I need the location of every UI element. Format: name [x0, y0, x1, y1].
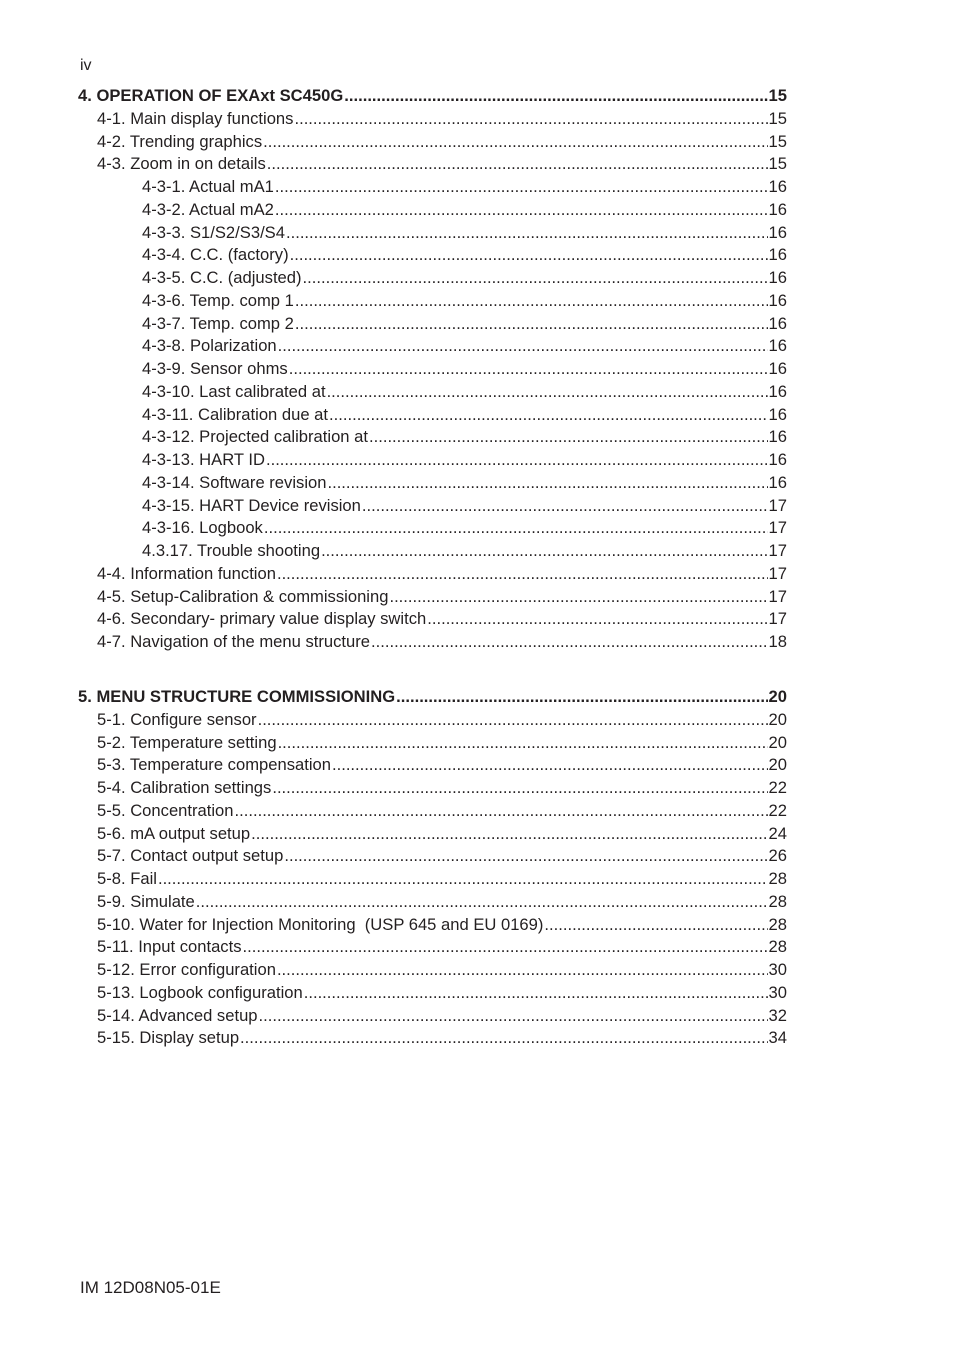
toc-entry-label: 5-9. Simulate [97, 891, 195, 911]
toc-entry[interactable] [78, 732, 787, 755]
dot-leader [235, 800, 768, 823]
toc-entry-label: 5-12. Error configuration [97, 960, 276, 979]
toc-entry-page: 18 [768, 632, 787, 651]
toc-entry-page: 20 [768, 709, 787, 729]
toc-entry-page: 15 [768, 86, 787, 105]
toc-entry[interactable] [78, 358, 787, 381]
toc-entry-label: 4-3-10. Last calibrated at [142, 381, 326, 401]
toc-entry-page: 34 [768, 1028, 787, 1048]
dot-leader [427, 608, 767, 631]
toc-entry[interactable] [78, 982, 787, 1005]
toc-entry-label: 4-3-14. Software revision [142, 472, 327, 492]
toc-entry[interactable] [78, 754, 787, 777]
toc-entry-page: 15 [768, 131, 787, 151]
toc-entry[interactable] [78, 290, 787, 313]
toc-entry-page: 28 [768, 891, 787, 911]
dot-leader [240, 1027, 767, 1050]
toc-entry-label: 5-7. Contact output setup [97, 846, 284, 866]
dot-leader [396, 686, 767, 709]
dot-leader [290, 244, 768, 267]
toc-entry[interactable] [78, 777, 787, 800]
toc-entry-label: 4-3-3. S1/S2/S3/S4 [142, 222, 285, 242]
toc-entry[interactable] [78, 108, 787, 131]
dot-leader [329, 404, 768, 427]
dot-leader [275, 176, 768, 199]
toc-entry-label: 4-3-7. Temp. comp 2 [142, 313, 294, 333]
dot-leader [304, 982, 768, 1005]
toc-entry[interactable] [78, 709, 787, 732]
toc-entry-label: 4-2. Trending graphics [97, 131, 263, 151]
dot-leader [332, 754, 768, 777]
toc-section-operation [78, 85, 787, 654]
toc-entry-label: 4-3-9. Sensor ohms [142, 359, 288, 378]
dot-leader [243, 936, 768, 959]
toc-entry[interactable] [78, 608, 787, 631]
toc-entry-page: 16 [768, 450, 787, 469]
toc-entry-page: 16 [768, 199, 787, 219]
dot-leader [278, 335, 768, 358]
toc-entry-page: 20 [768, 732, 787, 752]
toc-entry[interactable] [78, 586, 787, 609]
toc-entry-page: 16 [768, 313, 787, 333]
dot-leader [289, 358, 768, 381]
toc-entry[interactable] [78, 449, 787, 472]
toc-entry-page: 16 [768, 427, 787, 447]
toc-entry-page: 16 [768, 177, 787, 196]
toc-entry-page: 28 [768, 869, 787, 888]
dot-leader [362, 495, 768, 518]
toc-entry[interactable] [78, 426, 787, 449]
toc-entry[interactable] [78, 313, 787, 336]
toc-entry-page: 16 [768, 359, 787, 378]
toc-entry-page: 20 [768, 687, 787, 706]
toc-entry-page: 17 [768, 609, 787, 629]
toc-entry-label: 4-5. Setup-Calibration & commissioning [97, 586, 389, 606]
dot-leader [259, 1005, 768, 1028]
toc-entry-page: 30 [768, 960, 787, 979]
toc-entry-label: 4-3-12. Projected calibration at [142, 427, 368, 447]
dot-leader [263, 131, 767, 154]
toc-entry-label: 4-7. Navigation of the menu structure [97, 632, 371, 651]
toc-entry-label: 4.3.17. Trouble shooting [142, 541, 321, 560]
dot-leader [251, 823, 767, 846]
toc-entry-page: 17 [768, 563, 787, 583]
toc-heading[interactable] [78, 85, 787, 108]
toc-entry-label: 4-6. Secondary- primary value display switch [97, 609, 427, 629]
toc-entry[interactable] [78, 335, 787, 358]
toc-entry[interactable] [78, 176, 787, 199]
dot-leader [544, 914, 767, 937]
toc-entry-label: 4-3-15. HART Device revision [142, 495, 361, 515]
toc-entry[interactable] [78, 914, 787, 937]
toc-entry-page: 17 [768, 518, 787, 538]
dot-leader [295, 313, 768, 336]
toc-entry[interactable] [78, 381, 787, 404]
toc-entry-page: 16 [768, 268, 787, 287]
dot-leader [294, 108, 767, 131]
toc-entry-label: 4-3-11. Calibration due at [142, 404, 329, 424]
toc-entry-label: 5-6. mA output setup [97, 823, 251, 843]
toc-entry[interactable] [78, 153, 787, 176]
dot-leader [258, 709, 768, 732]
toc-entry-label: 5-15. Display setup [97, 1028, 240, 1048]
toc-entry-page: 16 [768, 336, 787, 356]
dot-leader [275, 199, 768, 222]
toc-entry-label: 4-3-16. Logbook [142, 518, 263, 538]
dot-leader [264, 517, 768, 540]
toc-entry[interactable] [78, 959, 787, 982]
dot-leader [295, 290, 768, 313]
toc-entry[interactable] [78, 563, 787, 586]
toc-entry-page: 16 [768, 472, 787, 492]
dot-leader [371, 631, 768, 654]
dot-leader [389, 586, 767, 609]
toc-entry-page: 32 [768, 1005, 787, 1025]
toc-section-menu-structure [78, 686, 787, 1050]
toc-entry-label: 4-3-2. Actual mA2 [142, 199, 274, 219]
toc-heading[interactable] [78, 686, 787, 709]
toc-entry[interactable] [78, 244, 787, 267]
dot-leader [303, 267, 768, 290]
toc-entry-label: 5-8. Fail [97, 869, 157, 888]
dot-leader [277, 959, 768, 982]
page-number: iv [80, 57, 92, 74]
toc-entry-label: 5-13. Logbook configuration [97, 982, 303, 1002]
toc-entry-page: 17 [768, 541, 787, 560]
toc-entry-page: 16 [768, 381, 787, 401]
toc-entry-page: 16 [768, 245, 787, 265]
toc-entry[interactable] [78, 131, 787, 154]
toc-entry-label: 4-4. Information function [97, 563, 276, 583]
dot-leader [321, 540, 767, 563]
toc-entry-label: 5-14. Advanced setup [97, 1005, 258, 1025]
dot-leader [327, 381, 768, 404]
toc-entry-page: 17 [768, 495, 787, 515]
toc-entry[interactable] [78, 495, 787, 518]
toc-entry-page: 15 [768, 108, 787, 128]
toc-entry-label: 5-1. Configure sensor [97, 709, 257, 729]
toc-entry-label: 4-3-13. HART ID [142, 450, 265, 469]
toc-entry-label: 4-3-6. Temp. comp 1 [142, 290, 294, 310]
dot-leader [327, 472, 767, 495]
toc-entry-label: 5-2. Temperature setting [97, 732, 277, 752]
toc-entry-page: 22 [768, 778, 787, 797]
toc-entry[interactable] [78, 222, 787, 245]
toc-entry[interactable] [78, 517, 787, 540]
dot-leader [344, 85, 767, 108]
toc-entry[interactable] [78, 1027, 787, 1050]
toc-entry-page: 28 [768, 937, 787, 957]
dot-leader [284, 845, 767, 868]
toc-entry[interactable] [78, 267, 787, 290]
dot-leader [286, 222, 768, 245]
document-code: IM 12D08N05-01E [80, 1278, 221, 1297]
toc-entry[interactable] [78, 472, 787, 495]
toc-entry[interactable] [78, 800, 787, 823]
toc-entry-label: 4-3-5. C.C. (adjusted) [142, 268, 302, 287]
toc-entry-label: 5-4. Calibration settings [97, 778, 272, 797]
toc-entry-label: 4-1. Main display functions [97, 108, 294, 128]
toc-entry[interactable] [78, 631, 787, 654]
toc-entry-page: 26 [768, 846, 787, 866]
toc-entry[interactable] [78, 936, 787, 959]
toc-entry-page: 15 [768, 154, 787, 174]
toc-entry[interactable] [78, 891, 787, 914]
toc-entry-label: 4-3-1. Actual mA1 [142, 177, 274, 196]
toc-entry-page: 20 [768, 755, 787, 775]
dot-leader [369, 426, 768, 449]
dot-leader [278, 732, 768, 755]
toc-entry-label: 4-3. Zoom in on details [97, 154, 266, 174]
dot-leader [266, 449, 768, 472]
toc-entry-page: 16 [768, 222, 787, 242]
toc-entry-label: 5-11. Input contacts [97, 937, 242, 957]
dot-leader [196, 891, 768, 914]
toc-entry-page: 16 [768, 290, 787, 310]
toc-entry[interactable] [78, 1005, 787, 1028]
toc-entry[interactable] [78, 199, 787, 222]
toc-entry-label: 5-3. Temperature compensation [97, 755, 331, 775]
dot-leader [272, 777, 767, 800]
dot-leader [158, 868, 768, 891]
toc-entry-page: 17 [768, 586, 787, 606]
toc-entry[interactable] [78, 868, 787, 891]
dot-leader [277, 563, 768, 586]
toc-entry[interactable] [78, 404, 787, 427]
dot-leader [267, 153, 768, 176]
toc-entry-page: 24 [768, 823, 787, 843]
toc-entry-label: 5-10. Water for Injection Monitoring (USP 645 and EU 0169) [97, 914, 544, 934]
toc-entry-page: 22 [768, 800, 787, 820]
toc-entry-label: 4. OPERATION OF EXAxt SC450G [78, 86, 344, 105]
toc-entry[interactable] [78, 823, 787, 846]
toc-entry[interactable] [78, 540, 787, 563]
toc-entry-label: 5-5. Concentration [97, 800, 234, 820]
toc-entry-page: 30 [768, 982, 787, 1002]
toc-entry-label: 4-3-8. Polarization [142, 336, 277, 356]
toc-entry-page: 16 [768, 404, 787, 424]
toc-entry-label: 4-3-4. C.C. (factory) [142, 245, 289, 265]
toc-entry[interactable] [78, 845, 787, 868]
toc-entry-page: 28 [768, 914, 787, 934]
toc-entry-label: 5. MENU STRUCTURE COMMISSIONING [78, 687, 396, 706]
